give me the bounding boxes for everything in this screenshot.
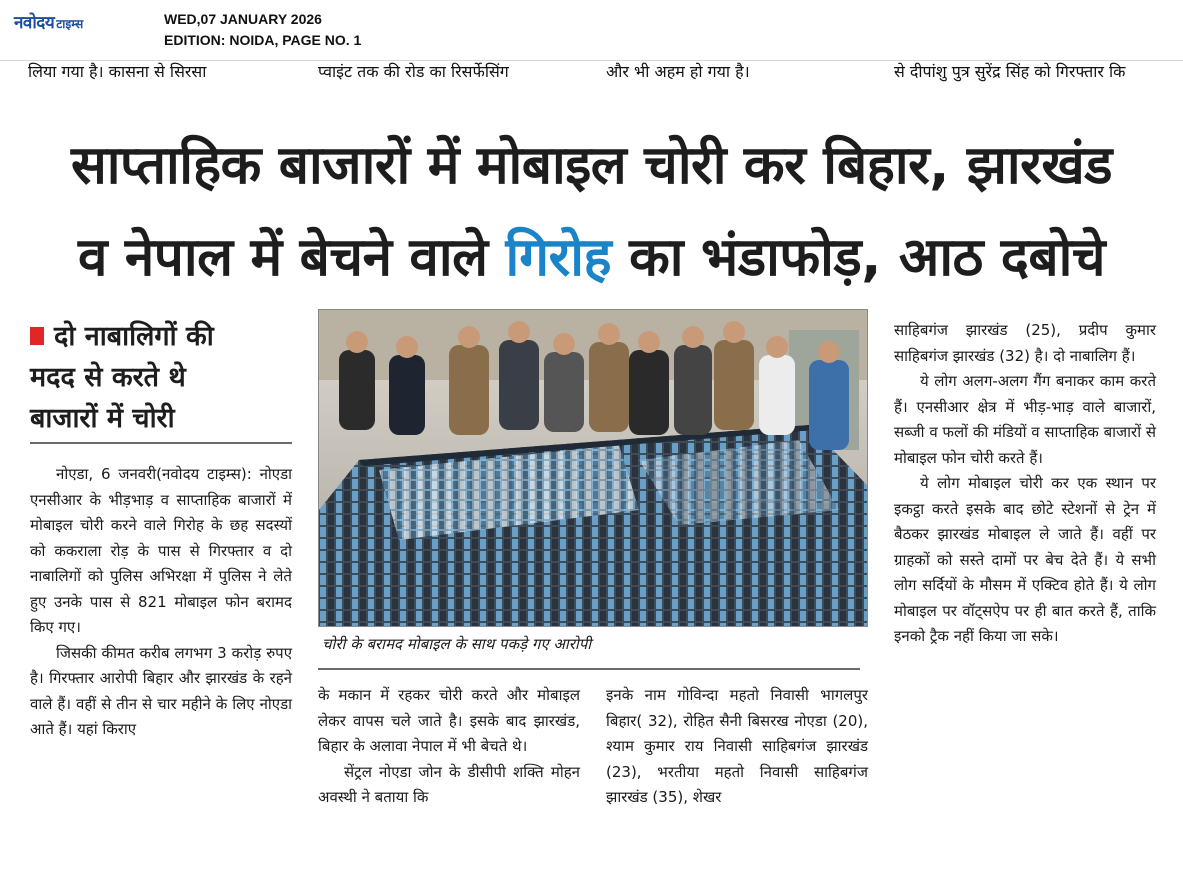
subheadline-line-3: बाजारों में चोरी bbox=[30, 403, 175, 434]
article-paragraph: जिसकी कीमत करीब लगभग 3 करोड़ रुपए है। गिरफ्तार आरोपी बिहार और झारखंड के रहने वाले हैं। वहीं से तीन से चार महीने के लिए नोएडा आते हैं। यहां किराए bbox=[30, 643, 292, 738]
newspaper-logo[interactable] bbox=[14, 10, 83, 34]
masthead bbox=[0, 0, 1183, 61]
news-photo-recovered-mobiles[interactable] bbox=[318, 309, 868, 627]
article-paragraph: ये लोग अलग-अलग गैंग बनाकर काम करते हैं। एनसीआर क्षेत्र में भीड़-भाड़ वाले बाजारों, सब्जी व फलों की मंडियों व साप्ताहिक बाजारों से मोबाइल फोन चोरी करते हैं। bbox=[894, 372, 1156, 467]
subheadline-line-2: मदद से करते थे bbox=[30, 362, 186, 393]
headline-line-2 bbox=[0, 218, 1183, 298]
article-paragraph: नोएडा, 6 जनवरी(नवोदय टाइम्स): नोएडा एनसीआर के भीड़भाड़ व साप्ताहिक बाजारों में मोबाइल चोरी करने वाले गिरोह के छह सदस्यों को ककराला रोड़ के पास से गिरफ्तार व दो नाबालिगों को पुलिस अभिरक्षा में पुलिस ने लेते हुए उनके पास से 821 मोबाइल फोन बरामद किए गए। bbox=[30, 465, 292, 636]
strip-col-1: लिया गया है। कासना से सिरसा bbox=[28, 62, 207, 81]
article-paragraph: के मकान में रहकर चोरी करते और मोबाइल लेकर वापस चले जाते है। इसके बाद झारखंड, बिहार के अलावा नेपाल में भी बेचते थे। bbox=[318, 686, 580, 755]
caption-divider bbox=[318, 668, 860, 670]
subheadline-line-1: दो नाबालिगों की bbox=[54, 321, 214, 352]
strip-col-4: से दीपांशु पुत्र सुरेंद्र सिंह को गिरफ्तार कि bbox=[894, 62, 1126, 81]
headline-highlight-word: गिरोह bbox=[505, 227, 612, 288]
edition-info: EDITION: NOIDA, PAGE NO. 1 bbox=[164, 32, 362, 48]
subheadline-divider bbox=[30, 442, 292, 444]
article-paragraph: ये लोग मोबाइल चोरी कर एक स्थान पर इकट्ठा करते इसके बाद छोटे स्टेशनों से ट्रेन में बैठकर झारखंड मोबाइल ले जाते हैं। वहीं पर ग्राहकों को सस्ते दामों पर बेच देते हैं। ये सभी लोग सर्दियों के मौसम में एक्टिव होते हैं। ये लोग मोबाइल पर वॉट्सऐप पर ही बात करते हैं, ताकि इनको ट्रैक नहीं किया जा सके। bbox=[894, 474, 1156, 645]
logo-sub-text: टाइम्स bbox=[56, 17, 84, 31]
article-column-4 bbox=[894, 318, 1156, 650]
photo-caption: चोरी के बरामद मोबाइल के साथ पकड़े गए आरोपी bbox=[322, 635, 592, 653]
article-column-2 bbox=[318, 683, 580, 811]
article-paragraph: सेंट्रल नोएडा जोन के डीसीपी शक्ति मोहन अवस्थी ने बताया कि bbox=[318, 762, 580, 806]
red-square-marker bbox=[30, 327, 44, 345]
article-paragraph: साहिबगंज झारखंड (25), प्रदीप कुमार साहिबगंज झारखंड (32) है। दो नाबालिग हैं। bbox=[894, 321, 1156, 365]
headline-line-1: साप्ताहिक बाजारों में मोबाइल चोरी कर बिहार, झारखंड bbox=[70, 135, 1113, 196]
article-column-1 bbox=[30, 462, 292, 743]
photo-illustration bbox=[319, 310, 867, 626]
strip-col-2: प्वाइंट तक की रोड का रिसर्फेसिंग bbox=[318, 62, 509, 81]
article-column-3 bbox=[606, 683, 868, 811]
headline-line-2-start: व नेपाल में बेचने वाले bbox=[77, 227, 506, 288]
issue-date: WED,07 JANUARY 2026 bbox=[164, 11, 322, 27]
subheadline bbox=[30, 316, 292, 439]
strip-col-3: और भी अहम हो गया है। bbox=[606, 62, 750, 81]
logo-main-text: नवोदय bbox=[14, 13, 55, 33]
article-paragraph: इनके नाम गोविन्दा महतो निवासी भागलपुर बिहार( 32), रोहित सैनी बिसरख नोएडा (20), श्याम कुमार राय निवासी साहिबगंज झारखंड (23), भरतीया महतो निवासी साहिबगंज झारखंड (35), शेखर bbox=[606, 686, 868, 806]
headline-line-2-end: का भंडाफोड़, आठ दबोचे bbox=[611, 227, 1106, 288]
